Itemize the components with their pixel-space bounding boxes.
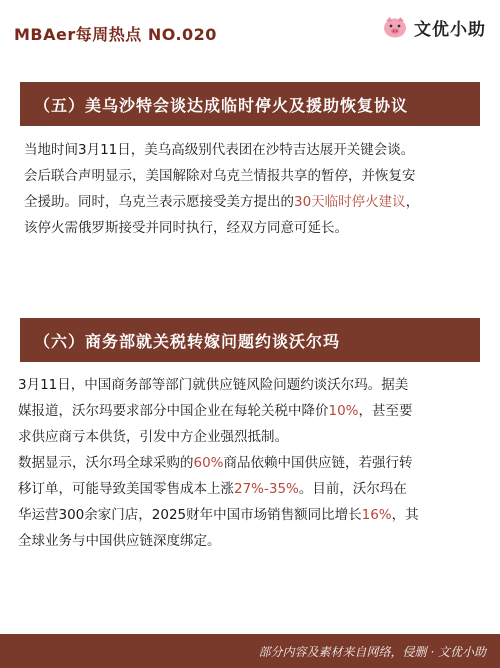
text-line <box>18 424 480 450</box>
brand-name: 文优小助 <box>414 19 486 40</box>
section-body-5 <box>24 137 480 241</box>
highlight-text: 27%-35% <box>234 481 299 497</box>
section-heading-6 <box>20 318 480 362</box>
highlight-text: 30天临时停火建议 <box>294 194 406 210</box>
text-line <box>18 502 480 528</box>
body-text: ，其 <box>391 507 419 523</box>
text-line <box>18 450 480 476</box>
pig-face-icon <box>382 14 408 40</box>
text-line <box>18 528 480 554</box>
text-line <box>18 398 480 424</box>
body-text: 当地时间3月11日，美乌高级别代表团在沙特吉达展开关键会谈。 <box>24 142 415 158</box>
body-text: 。目前，沃尔玛在 <box>298 481 407 497</box>
section-heading-text: （五）美乌沙特会谈达成临时停火及援助恢复协议 <box>34 95 409 115</box>
text-line <box>18 476 480 502</box>
footer-note: 部分内容及素材来自网络，侵删 · 文优小助 <box>258 645 486 659</box>
body-text: 华运营300余家门店，2025财年中国市场销售额同比增长 <box>18 507 362 523</box>
body-text: 全援助。同时，乌克兰表示愿接受美方提出的 <box>24 194 294 210</box>
body-text: 数据显示，沃尔玛全球采购的 <box>18 455 194 471</box>
brand <box>382 14 486 40</box>
body-text: ，甚至要 <box>358 403 413 419</box>
text-line <box>18 372 480 398</box>
section-heading-text: （六）商务部就关税转嫁问题约谈沃尔玛 <box>34 331 341 351</box>
section-body-6 <box>18 372 480 554</box>
highlight-text: 16% <box>361 507 392 523</box>
body-text: 求供应商亏本供货，引发中方企业强烈抵制。 <box>18 429 288 445</box>
body-text: 商品依赖中国供应链，若强行转 <box>223 455 413 471</box>
text-line <box>24 189 480 215</box>
body-text: 会后联合声明显示，美国解除对乌克兰情报共享的暂停，并恢复安 <box>24 168 416 184</box>
body-text: 3月11日，中国商务部等部门就供应链风险问题约谈沃尔玛。据美 <box>18 377 409 393</box>
section-heading-5 <box>20 82 480 126</box>
page-title: MBAer每周热点 NO.020 <box>14 25 217 44</box>
body-text: ， <box>405 194 420 210</box>
highlight-text: 10% <box>328 403 359 419</box>
body-text: 全球业务与中国供应链深度绑定。 <box>18 533 221 549</box>
page-header <box>0 0 500 62</box>
body-text: 移订单，可能导致美国零售成本上涨 <box>18 481 234 497</box>
text-line <box>24 137 480 163</box>
body-text: 该停火需俄罗斯接受并同时执行，经双方同意可延长。 <box>24 220 348 236</box>
highlight-text: 60% <box>193 455 224 471</box>
text-line <box>24 163 480 189</box>
body-text: 媒报道，沃尔玛要求部分中国企业在每轮关税中降价 <box>18 403 329 419</box>
text-line <box>24 215 480 241</box>
page-footer <box>0 634 500 668</box>
